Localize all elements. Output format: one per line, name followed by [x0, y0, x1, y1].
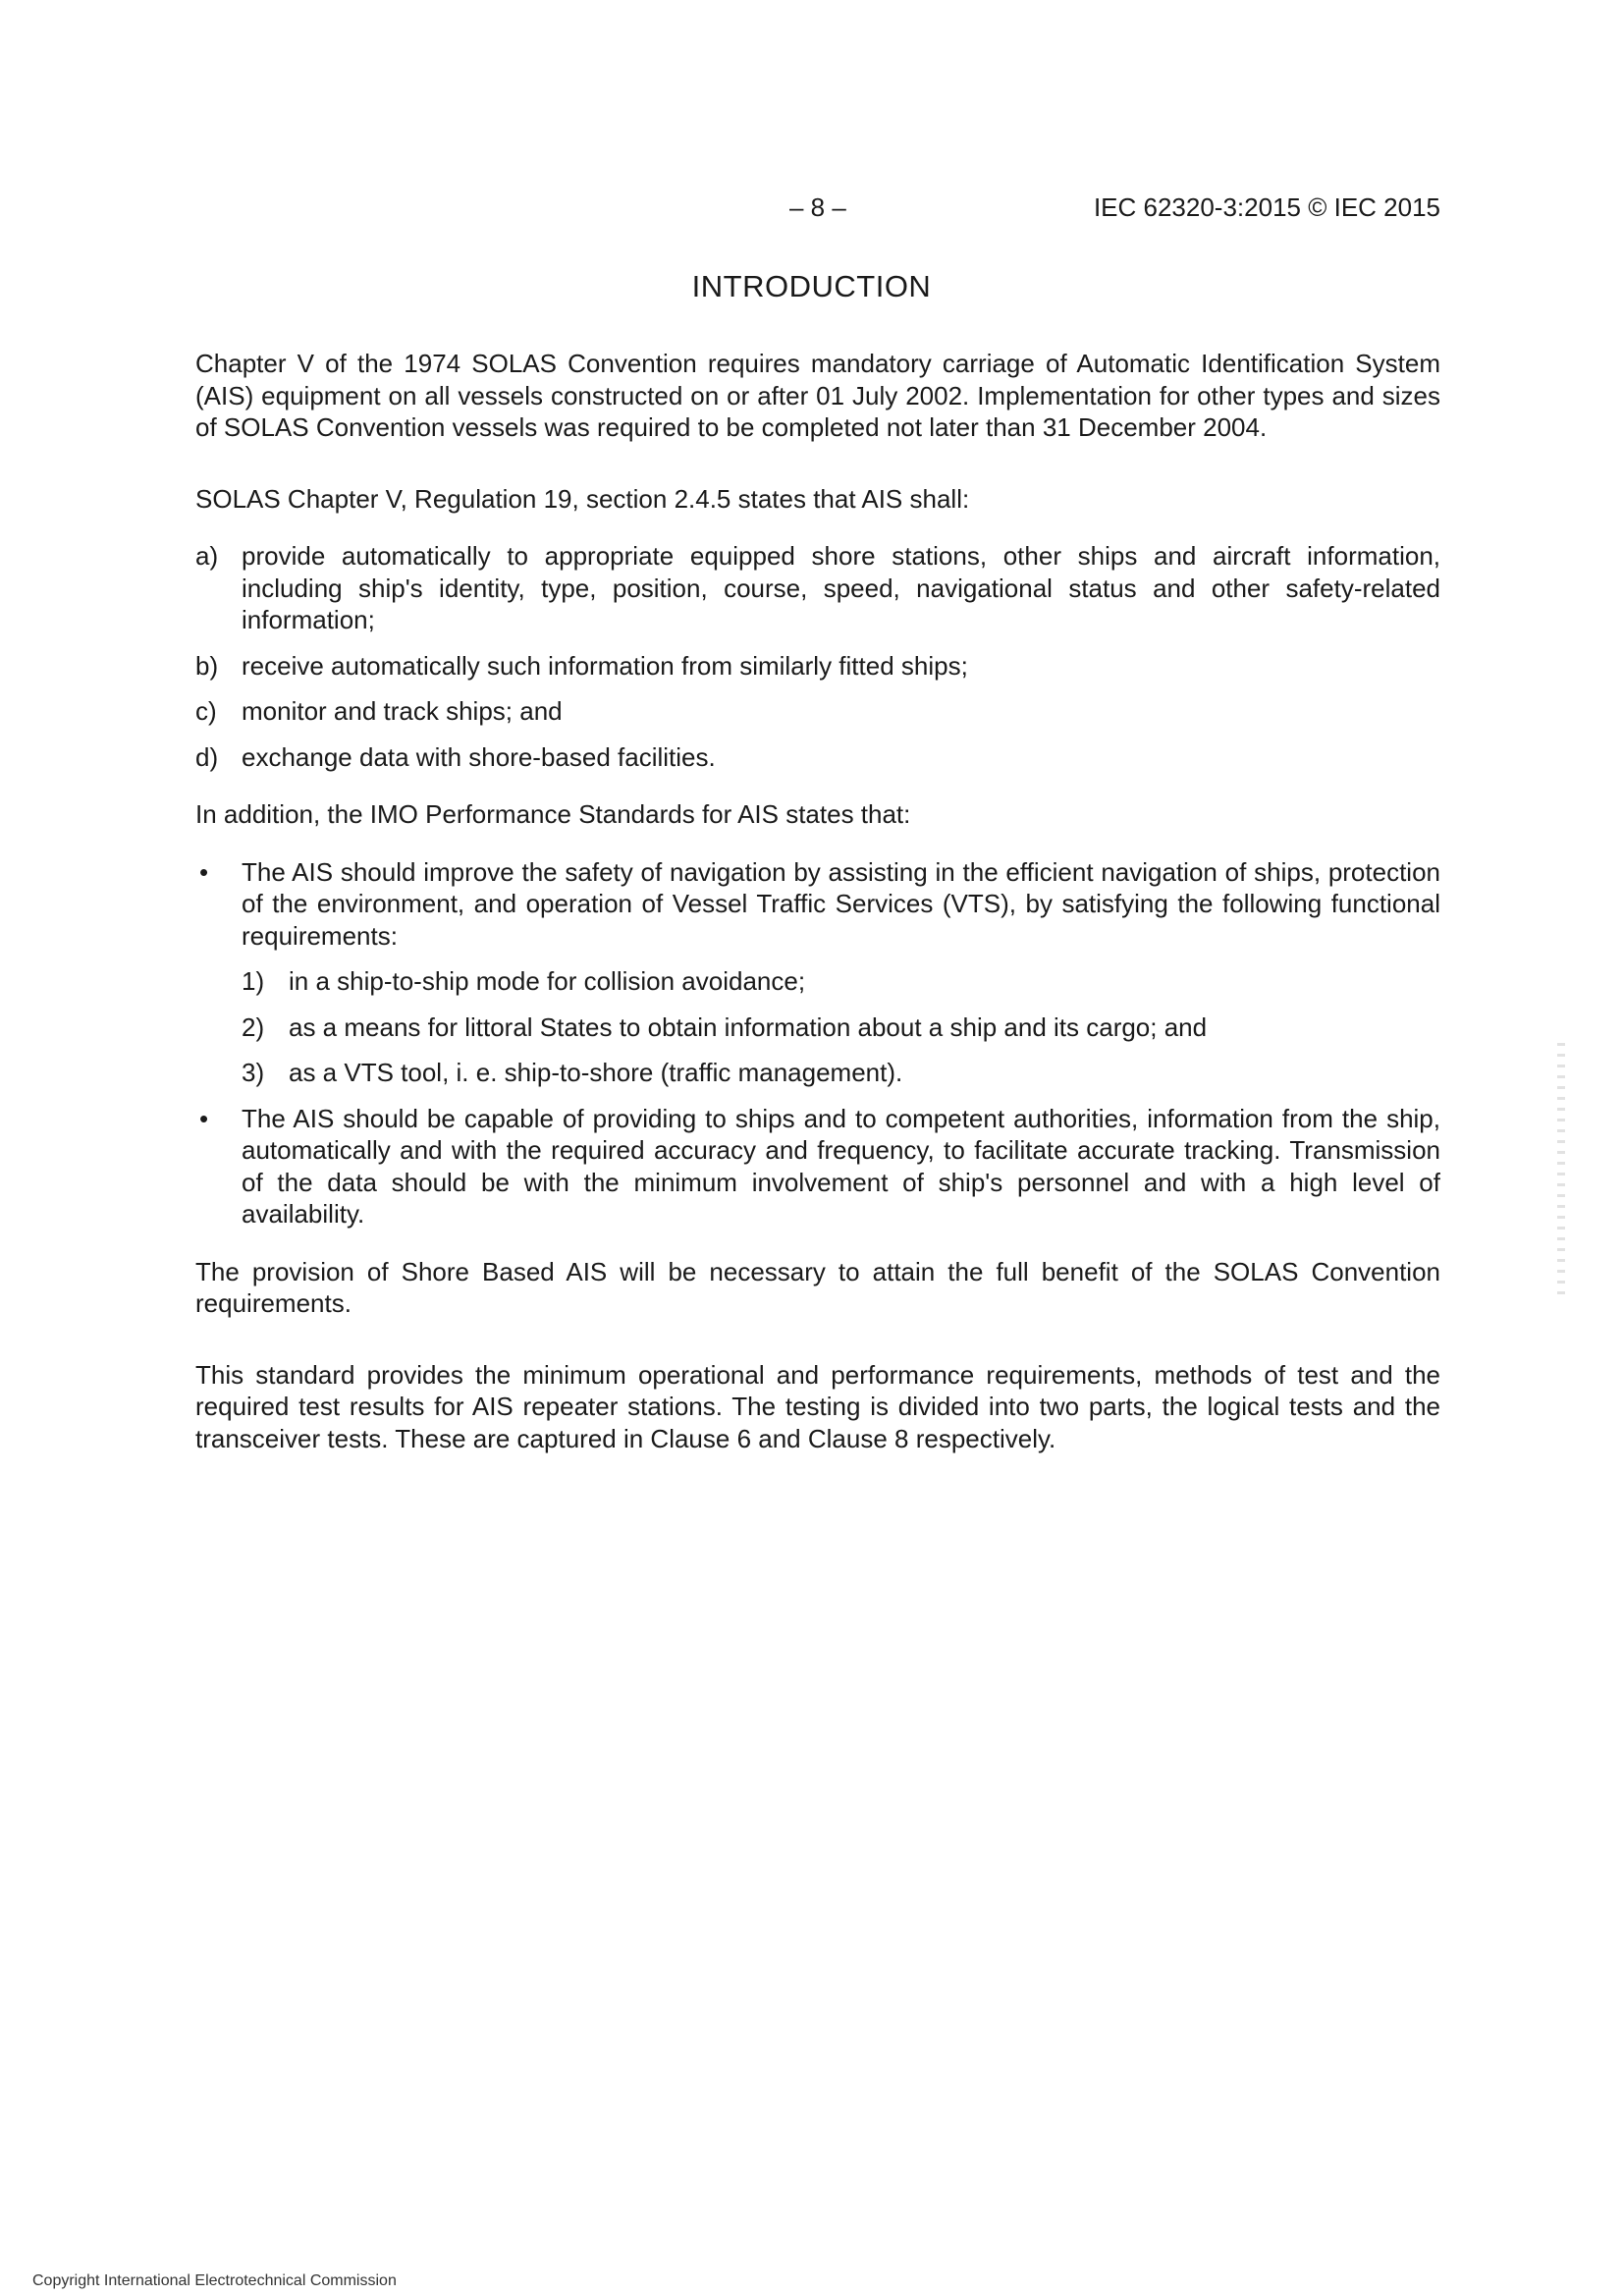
- paragraph-scope: This standard provides the minimum operational and performance requirements, methods of test and the required test results for AIS repeater stations. The testing is divided into two parts, the logical tests and the transceiver tests. These are captured in Clause 6 and Clause 8 respectively.: [195, 1359, 1440, 1453]
- page-header: [195, 192, 1440, 232]
- list-item-d: [195, 741, 1440, 774]
- list-item-a: [195, 540, 1440, 636]
- list-item-text: monitor and track ships; and: [242, 696, 563, 726]
- list-item-b: [195, 650, 1440, 683]
- numbered-item-text: as a means for littoral States to obtain information about a ship and its cargo; and: [289, 1011, 1208, 1042]
- list-marker: 2): [242, 1011, 265, 1042]
- list-marker: a): [195, 541, 219, 571]
- numbered-item-text: as a VTS tool, i. e. ship-to-shore (traffic management).: [289, 1058, 903, 1087]
- margin-marks: [1557, 1043, 1565, 1298]
- list-item-text: exchange data with shore-based facilities.: [242, 741, 716, 772]
- list-item-c: [195, 695, 1440, 728]
- paragraph-imo-standards: In addition, the IMO Performance Standards for AIS states that:: [195, 799, 911, 829]
- list-marker: b): [195, 650, 219, 681]
- numbered-item-text: in a ship-to-ship mode for collision avoidance;: [289, 966, 806, 996]
- list-item-text: provide automatically to appropriate equipped shore stations, other ships and aircraft information, including ship's identity, type, position, course, speed, navigational status and other safety-related information;: [242, 541, 1440, 634]
- list-marker: 3): [242, 1058, 265, 1087]
- bullet-item-text: The AIS should be capable of providing to ships and to competent authorities, information from the ship, automatically and with the required accuracy and frequency, to facilitate accurate tracking. Transmission of the data should be with the minimum involvement of ship's personnel and with a high level of availability.: [242, 1103, 1440, 1229]
- copyright-footer: Copyright International Electrotechnical Commission: [32, 2272, 397, 2289]
- numbered-item-2: [242, 1011, 1440, 1044]
- bullet-item-text: The AIS should improve the safety of navigation by assisting in the efficient navigation of ships, protection of the environment, and operation of Vessel Traffic Services (VTS), by satisfying the following functional requirements:: [242, 856, 1440, 951]
- paragraph-regulation: SOLAS Chapter V, Regulation 19, section 2.4.5 states that AIS shall:: [195, 483, 970, 514]
- numbered-item-3: [242, 1057, 1440, 1089]
- paragraph-shore-based: The provision of Shore Based AIS will be necessary to attain the full benefit of the SOLAS Convention requirements.: [195, 1256, 1440, 1318]
- bullet-icon: •: [199, 1103, 209, 1133]
- bullet-icon: •: [199, 856, 209, 887]
- paragraph-solas-chapter: Chapter V of the 1974 SOLAS Convention requires mandatory carriage of Automatic Identification System (AIS) equipment on all vessels constructed on or after 01 July 2002. Implementation for other types and sizes of SOLAS Convention vessels was required to be completed not later than 31 December 2004.: [195, 349, 1440, 442]
- page-number: – 8 –: [789, 192, 846, 222]
- numbered-item-1: [242, 965, 1440, 998]
- document-id: IEC 62320-3:2015 © IEC 2015: [1093, 192, 1440, 222]
- bullet-item-2: [195, 1103, 1440, 1230]
- list-item-text: receive automatically such information from similarly fitted ships;: [242, 650, 968, 681]
- list-marker: 1): [242, 966, 265, 996]
- section-title: INTRODUCTION: [691, 269, 932, 303]
- document-body: [195, 348, 1440, 1454]
- bullet-item-1: [195, 856, 1440, 953]
- list-marker: d): [195, 741, 219, 772]
- list-marker: c): [195, 696, 217, 726]
